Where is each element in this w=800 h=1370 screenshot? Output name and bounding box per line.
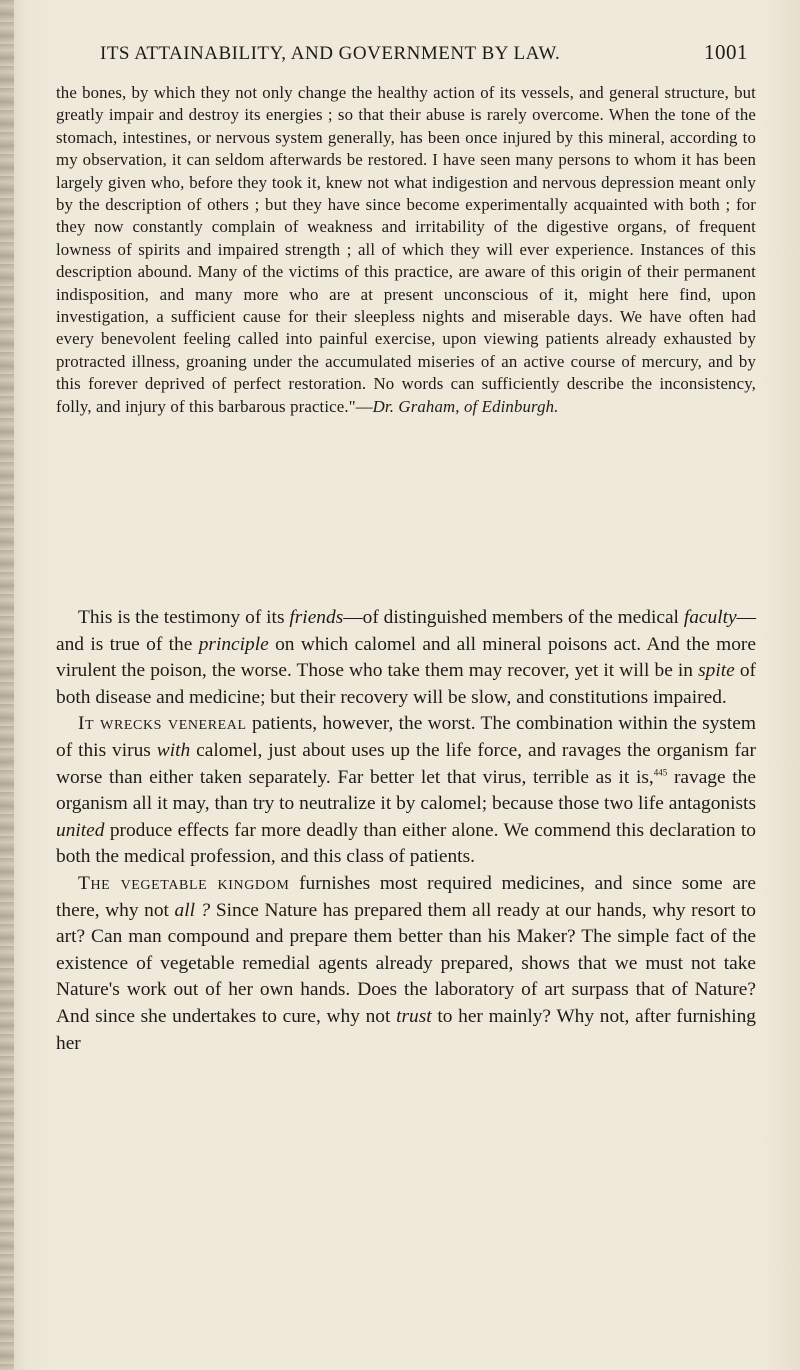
main-body	[56, 605, 756, 1057]
text-run: patients, however, the worst. The combination within the system of this virus	[56, 713, 756, 761]
paragraph-testimony	[56, 605, 756, 711]
text-run: calomel, just about uses up the life force, and ravages the organism far worse than either taken separately. Far better let that virus, terrible as it is,	[56, 739, 756, 788]
emphasis-faculty: faculty	[683, 607, 737, 628]
quote-paragraph	[56, 82, 756, 418]
text-run: ravage the organism all it may, than try to neutralize it by calomel; because those two life antagonists	[56, 766, 756, 815]
text-run: of both disease and medicine; but their recovery will be slow, and constitutions impaired.	[56, 660, 756, 708]
text-run: produce effects far more deadly than either alone. We commend this declaration to both the medical profession, and this class of patients.	[56, 819, 756, 868]
emphasis-friends: friends	[289, 607, 344, 628]
emphasis-trust: trust	[396, 1005, 432, 1027]
paragraph-lead: The vegetable kingdom	[78, 872, 290, 894]
page-number: 1001	[704, 40, 748, 64]
paragraph-vegetable	[56, 871, 756, 1057]
text-run: furnishes most required medicines, and since some are there, why not	[56, 872, 756, 921]
emphasis-principle: principle	[198, 633, 269, 655]
quote-attribution: Dr. Graham, of Edinburgh.	[372, 396, 559, 416]
text-run: This is the testimony of its	[78, 607, 290, 628]
emphasis-united: united	[56, 819, 105, 841]
text-run: to her mainly? Why not, after furnishing her	[56, 1005, 757, 1054]
running-title: ITS ATTAINABILITY, AND GOVERNMENT BY LAW.	[100, 43, 561, 64]
paragraph-venereal	[56, 711, 756, 871]
reference-marker: 445	[653, 767, 668, 778]
paragraph-lead: It wrecks venereal	[78, 713, 247, 735]
emphasis-all: all ?	[174, 899, 211, 921]
text-run: —of distinguished members of the medical	[343, 607, 684, 628]
quote-text: the bones, by which they not only change the healthy action of its vessels, and general structure, but greatly impair and destroy its energies ; so that their abuse is rarely overcome. When the tone of the stomach, intestines, or nervous system generally, has been once injured by this mineral, according to my observation, it can seldom afterwards be restored. I have seen many persons to whom it has been largely given who, before they took it, knew not what indigestion and nervous depression meant only by the description of others ; but they have since become experimentally acquainted with both ; for they now constantly complain of weakness and irritability of the digestive organs, of frequent lowness of spirits and impaired strength ; all of which they will ever experience. Instances of this description abound. Many of the victims of this practice, are aware of this origin of their permanent indisposition, and many more who are at present unconscious of it, might here find, upon investigation, a sufficient cause for their sleepless nights and miserable days. We have often had every benevolent feeling called into painful exercise, upon viewing patients already exhausted by protracted illness, groaning under the accumulated miseries of an active course of mercury, and by this forever deprived of perfect restoration. No words can sufficiently describe the inconsistency, folly, and injury of this barbarous practice."—	[56, 83, 756, 416]
text-run: on which calomel and all mineral poisons act. And the more virulent the poison, the worse. Those who take them may recover, yet it will be in	[56, 633, 756, 682]
emphasis-with: with	[156, 739, 191, 761]
book-spine-edge	[0, 0, 14, 1370]
text-run: Since Nature has prepared them all ready at our hands, why resort to art? Can man compound and prepare them better than his Maker? The simple fact of the existence of vegetable remedial agents already prepared, shows that we must not take Nature's work out of her own hands. Does the laboratory of art surpass that of Nature? And since she undertakes to cure, why not	[56, 899, 756, 1027]
quoted-passage	[56, 82, 756, 418]
running-header	[100, 40, 748, 65]
text-run: —and is true of the	[56, 607, 756, 655]
emphasis-spite: spite	[698, 660, 735, 682]
